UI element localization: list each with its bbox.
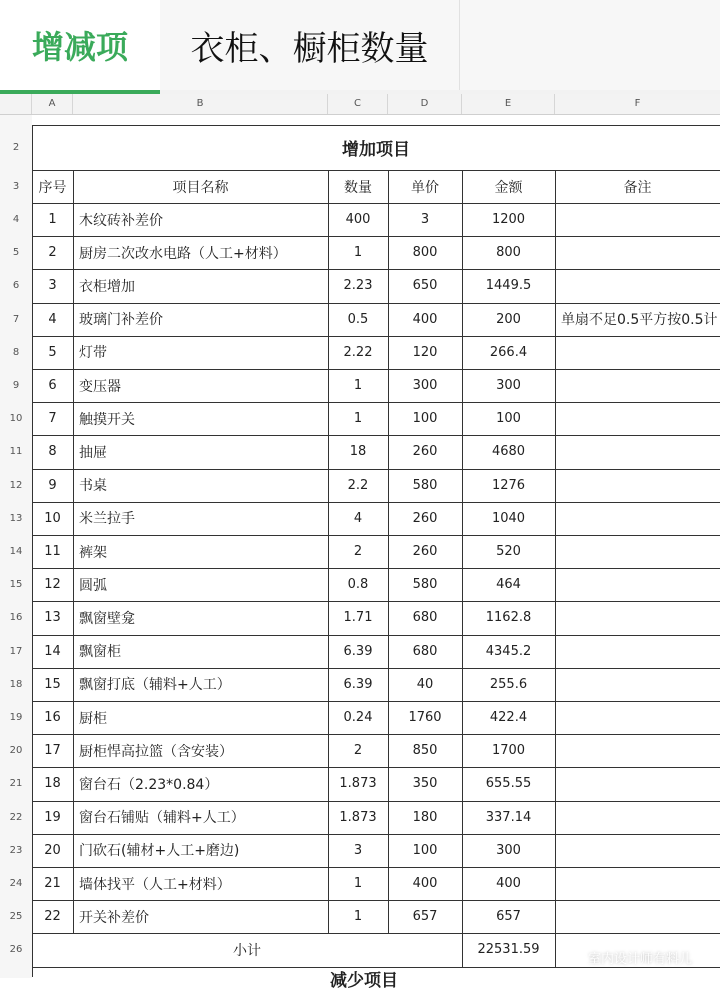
column-header-row	[0, 94, 720, 115]
cell-amount[interactable]: 255.6	[489, 676, 528, 692]
cell-amount[interactable]: 4345.2	[485, 643, 532, 659]
next-section-title: 减少项目	[330, 971, 398, 991]
cell-seq[interactable]: 15	[44, 676, 61, 692]
cell-price[interactable]: 1760	[408, 710, 442, 726]
row-number[interactable]: 10	[9, 413, 23, 425]
spreadsheet-grid	[32, 115, 720, 978]
cell-note[interactable]	[555, 469, 720, 502]
cell-note[interactable]	[555, 668, 720, 701]
cell-seq[interactable]: 2	[48, 245, 57, 261]
cell-seq[interactable]: 11	[44, 544, 61, 560]
cell-name[interactable]: 飘窗打底（辅料+人工）	[79, 677, 231, 694]
cell-amount[interactable]: 200	[496, 311, 521, 327]
cell-seq[interactable]: 14	[44, 643, 61, 659]
cell-note[interactable]	[555, 269, 720, 302]
row-number[interactable]: 23	[9, 844, 23, 856]
cell-seq[interactable]: 6	[48, 378, 57, 394]
cell-amount[interactable]: 300	[496, 842, 521, 858]
cell-note[interactable]	[555, 801, 720, 834]
cell-price[interactable]: 657	[412, 909, 438, 925]
cell-name[interactable]: 衣柜增加	[79, 278, 135, 295]
cell-amount[interactable]: 1040	[491, 510, 526, 526]
cell-qty[interactable]: 18	[349, 444, 367, 460]
cell-amount[interactable]: 422.4	[489, 710, 528, 726]
cell-price[interactable]: 650	[412, 278, 438, 294]
cell-qty[interactable]: 1.71	[343, 610, 373, 626]
row-number[interactable]: 4	[12, 214, 20, 225]
cell-price[interactable]: 800	[412, 245, 438, 261]
cell-amount[interactable]: 464	[496, 577, 521, 593]
row-number[interactable]: 6	[12, 280, 20, 292]
cell-name[interactable]: 抽屉	[79, 444, 107, 461]
row-number[interactable]: 15	[9, 579, 23, 591]
column-header-f[interactable]: F	[634, 98, 641, 109]
cell-name[interactable]: 飘窗壁龛	[79, 610, 135, 627]
cell-qty[interactable]: 4	[353, 510, 363, 526]
cell-amount[interactable]: 1276	[491, 477, 526, 493]
row-number[interactable]: 11	[9, 446, 23, 458]
cell-seq[interactable]: 21	[44, 876, 61, 892]
row-number[interactable]: 17	[9, 645, 23, 657]
cell-price[interactable]: 100	[412, 842, 438, 858]
cell-name[interactable]: 裤架	[79, 544, 107, 561]
cell-seq[interactable]: 16	[44, 710, 61, 726]
cell-name[interactable]: 米兰拉手	[79, 511, 135, 528]
cell-seq[interactable]: 10	[44, 510, 61, 526]
cell-name[interactable]: 厨柜悍高拉篮（含安装）	[79, 743, 233, 760]
row-number[interactable]: 24	[9, 878, 23, 889]
tab-zengjianxiang[interactable]	[0, 0, 160, 94]
cell-note[interactable]: 单扇不足0.5平方按0.5计	[561, 312, 718, 329]
cell-name[interactable]: 厨柜	[79, 710, 107, 727]
grid-line	[462, 933, 463, 966]
row-number[interactable]: 9	[12, 380, 20, 391]
row-number[interactable]: 16	[9, 612, 23, 624]
cell-name[interactable]: 门砍石(辅材+人工+磨边)	[79, 843, 240, 860]
row-number[interactable]: 19	[9, 712, 23, 723]
cell-qty[interactable]: 0.24	[343, 710, 373, 726]
column-header-c[interactable]: C	[328, 94, 388, 114]
grid-line	[462, 170, 463, 967]
cell-qty[interactable]: 0.8	[347, 577, 369, 593]
row-number[interactable]: 3	[12, 181, 20, 192]
cell-qty[interactable]: 1.873	[339, 776, 377, 792]
cell-name[interactable]: 圆弧	[79, 577, 107, 594]
cell-name[interactable]: 变压器	[79, 378, 121, 395]
header-name[interactable]: 项目名称	[172, 179, 229, 196]
cell-price[interactable]: 680	[412, 643, 438, 659]
row-number[interactable]: 7	[12, 313, 20, 325]
cell-qty[interactable]: 0.5	[347, 311, 369, 327]
subtotal-label: 小计	[233, 942, 261, 959]
cell-name[interactable]: 墙体找平（人工+材料）	[79, 876, 231, 893]
header-note[interactable]: 备注	[623, 179, 652, 196]
cell-name[interactable]: 灯带	[79, 345, 107, 362]
column-header-b[interactable]: B	[73, 94, 328, 114]
header-qty[interactable]: 数量	[344, 179, 372, 196]
cell-amount[interactable]: 520	[496, 544, 521, 560]
cell-seq[interactable]: 3	[48, 278, 57, 294]
cell-amount[interactable]: 1162.8	[485, 610, 532, 626]
cell-seq[interactable]: 4	[48, 311, 57, 327]
cell-note[interactable]	[555, 203, 720, 236]
cell-seq[interactable]: 13	[44, 610, 61, 626]
grid-line	[73, 170, 74, 933]
sheet-tab-bar	[0, 0, 720, 94]
row-number[interactable]: 22	[9, 811, 23, 823]
cell-qty[interactable]: 2.23	[343, 278, 373, 294]
cell-price[interactable]: 400	[412, 311, 438, 327]
cell-price[interactable]: 300	[412, 378, 438, 394]
cell-amount[interactable]: 266.4	[489, 344, 528, 360]
cell-price[interactable]: 40	[416, 676, 434, 692]
cell-qty[interactable]: 2	[353, 743, 363, 759]
cell-note[interactable]	[555, 635, 720, 668]
row-number[interactable]: 12	[9, 479, 23, 491]
cell-price[interactable]: 580	[412, 577, 438, 593]
cell-qty[interactable]: 2	[353, 544, 363, 560]
cell-note[interactable]	[555, 900, 720, 933]
cell-amount[interactable]: 800	[496, 245, 521, 261]
cell-qty[interactable]: 3	[353, 842, 363, 858]
column-header-d[interactable]: D	[388, 94, 462, 114]
cell-name[interactable]: 飘窗柜	[79, 644, 121, 661]
cell-price[interactable]: 400	[412, 876, 438, 892]
row-number[interactable]: 8	[12, 346, 20, 358]
row-number[interactable]: 14	[9, 546, 23, 557]
grid-line	[388, 170, 389, 933]
row-number[interactable]: 26	[9, 944, 23, 956]
cell-note[interactable]	[555, 402, 720, 435]
cell-qty[interactable]: 1	[353, 909, 363, 925]
watermark: 室内设计师有料儿	[588, 952, 693, 967]
cell-qty[interactable]: 1	[353, 378, 363, 394]
cell-seq[interactable]: 20	[44, 842, 61, 858]
grid-line	[32, 125, 33, 977]
cell-price[interactable]: 3	[420, 212, 430, 228]
cell-note[interactable]	[555, 734, 720, 767]
row-number[interactable]: 2	[12, 142, 20, 153]
cell-amount[interactable]: 657	[496, 909, 521, 925]
cell-price[interactable]: 100	[412, 411, 438, 427]
cell-amount[interactable]: 655.55	[485, 776, 532, 792]
cell-note[interactable]	[555, 601, 720, 634]
row-number[interactable]: 13	[9, 512, 23, 524]
cell-amount[interactable]: 1700	[491, 743, 526, 759]
cell-price[interactable]: 260	[412, 510, 438, 526]
cell-note[interactable]	[555, 435, 720, 468]
cell-seq[interactable]: 19	[44, 809, 61, 825]
header-seq[interactable]: 序号	[38, 179, 67, 196]
tab-label: 衣柜、橱柜数量	[190, 28, 429, 69]
tab-label: 增减项	[31, 28, 128, 66]
column-header-e[interactable]: E	[462, 94, 555, 114]
cell-seq[interactable]: 5	[48, 344, 57, 360]
row-number[interactable]: 21	[9, 778, 23, 790]
cell-qty[interactable]: 2.2	[347, 477, 369, 493]
cell-seq[interactable]: 1	[48, 212, 57, 228]
cell-note[interactable]	[555, 502, 720, 535]
cell-seq[interactable]: 18	[44, 776, 61, 792]
grid-line	[555, 933, 556, 966]
cell-note[interactable]	[555, 867, 720, 900]
cell-note[interactable]	[555, 369, 720, 402]
cell-qty[interactable]: 400	[345, 212, 371, 228]
cell-seq[interactable]: 8	[48, 444, 57, 460]
cell-seq[interactable]: 7	[48, 411, 57, 427]
cell-name[interactable]: 开关补差价	[79, 909, 149, 926]
row-number[interactable]: 20	[9, 745, 23, 757]
cell-seq[interactable]: 22	[44, 909, 61, 925]
header-unit-price[interactable]: 单价	[411, 179, 439, 196]
grid-line	[555, 170, 556, 967]
row-header-column	[0, 115, 32, 978]
cell-name[interactable]: 窗台石（2.23*0.84）	[79, 776, 219, 793]
cell-price[interactable]: 680	[412, 610, 438, 626]
cell-price[interactable]: 120	[412, 344, 438, 360]
cell-amount[interactable]: 400	[496, 876, 521, 892]
cell-note[interactable]	[555, 834, 720, 867]
cell-amount[interactable]: 100	[496, 411, 521, 427]
tab-cabinet-quantity[interactable]	[160, 0, 460, 90]
cell-amount[interactable]: 1449.5	[485, 278, 532, 294]
cell-qty[interactable]: 6.39	[343, 676, 373, 692]
cell-price[interactable]: 260	[412, 444, 438, 460]
cell-price[interactable]: 180	[412, 809, 438, 825]
cell-price[interactable]: 260	[412, 544, 438, 560]
cell-qty[interactable]: 1	[353, 411, 363, 427]
cell-name[interactable]: 书桌	[79, 478, 107, 495]
cell-amount[interactable]: 4680	[491, 444, 526, 460]
tab-bar-empty	[460, 0, 720, 90]
cell-amount[interactable]: 300	[496, 378, 521, 394]
cell-name[interactable]: 玻璃门补差价	[79, 312, 163, 329]
grid-line	[328, 170, 329, 933]
cell-note[interactable]	[555, 336, 720, 369]
cell-seq[interactable]: 17	[44, 743, 61, 759]
cell-note[interactable]	[555, 535, 720, 568]
cell-seq[interactable]: 12	[44, 577, 61, 593]
cell-price[interactable]: 850	[412, 743, 438, 759]
cell-qty[interactable]: 1.873	[339, 809, 377, 825]
cell-amount[interactable]: 337.14	[485, 809, 532, 825]
header-amount[interactable]: 金额	[494, 179, 523, 196]
section-title: 增加项目	[342, 140, 410, 160]
cell-note[interactable]	[555, 701, 720, 734]
cell-note[interactable]	[555, 767, 720, 800]
subtotal-amount[interactable]: 22531.59	[477, 942, 540, 958]
row-number[interactable]: 5	[12, 247, 20, 259]
cell-qty[interactable]: 2.22	[343, 344, 373, 360]
cell-name[interactable]: 窗台石铺贴（辅料+人工）	[79, 810, 245, 827]
cell-price[interactable]: 580	[412, 477, 438, 493]
row-number[interactable]: 25	[9, 911, 23, 923]
cell-qty[interactable]: 1	[353, 876, 363, 892]
cell-note[interactable]	[555, 236, 720, 269]
cell-amount[interactable]: 1200	[491, 212, 526, 228]
column-header-a[interactable]: A	[32, 94, 73, 114]
cell-price[interactable]: 350	[412, 776, 438, 792]
cell-name[interactable]: 触摸开关	[79, 411, 135, 428]
row-number[interactable]: 18	[9, 678, 23, 690]
cell-name[interactable]: 厨房二次改水电路（人工+材料）	[79, 245, 287, 262]
cell-name[interactable]: 木纹砖补差价	[79, 212, 163, 229]
cell-seq[interactable]: 9	[48, 477, 57, 493]
corner-cell[interactable]	[0, 94, 32, 114]
cell-qty[interactable]: 6.39	[343, 643, 373, 659]
cell-qty[interactable]: 1	[353, 245, 363, 261]
cell-note[interactable]	[555, 568, 720, 601]
